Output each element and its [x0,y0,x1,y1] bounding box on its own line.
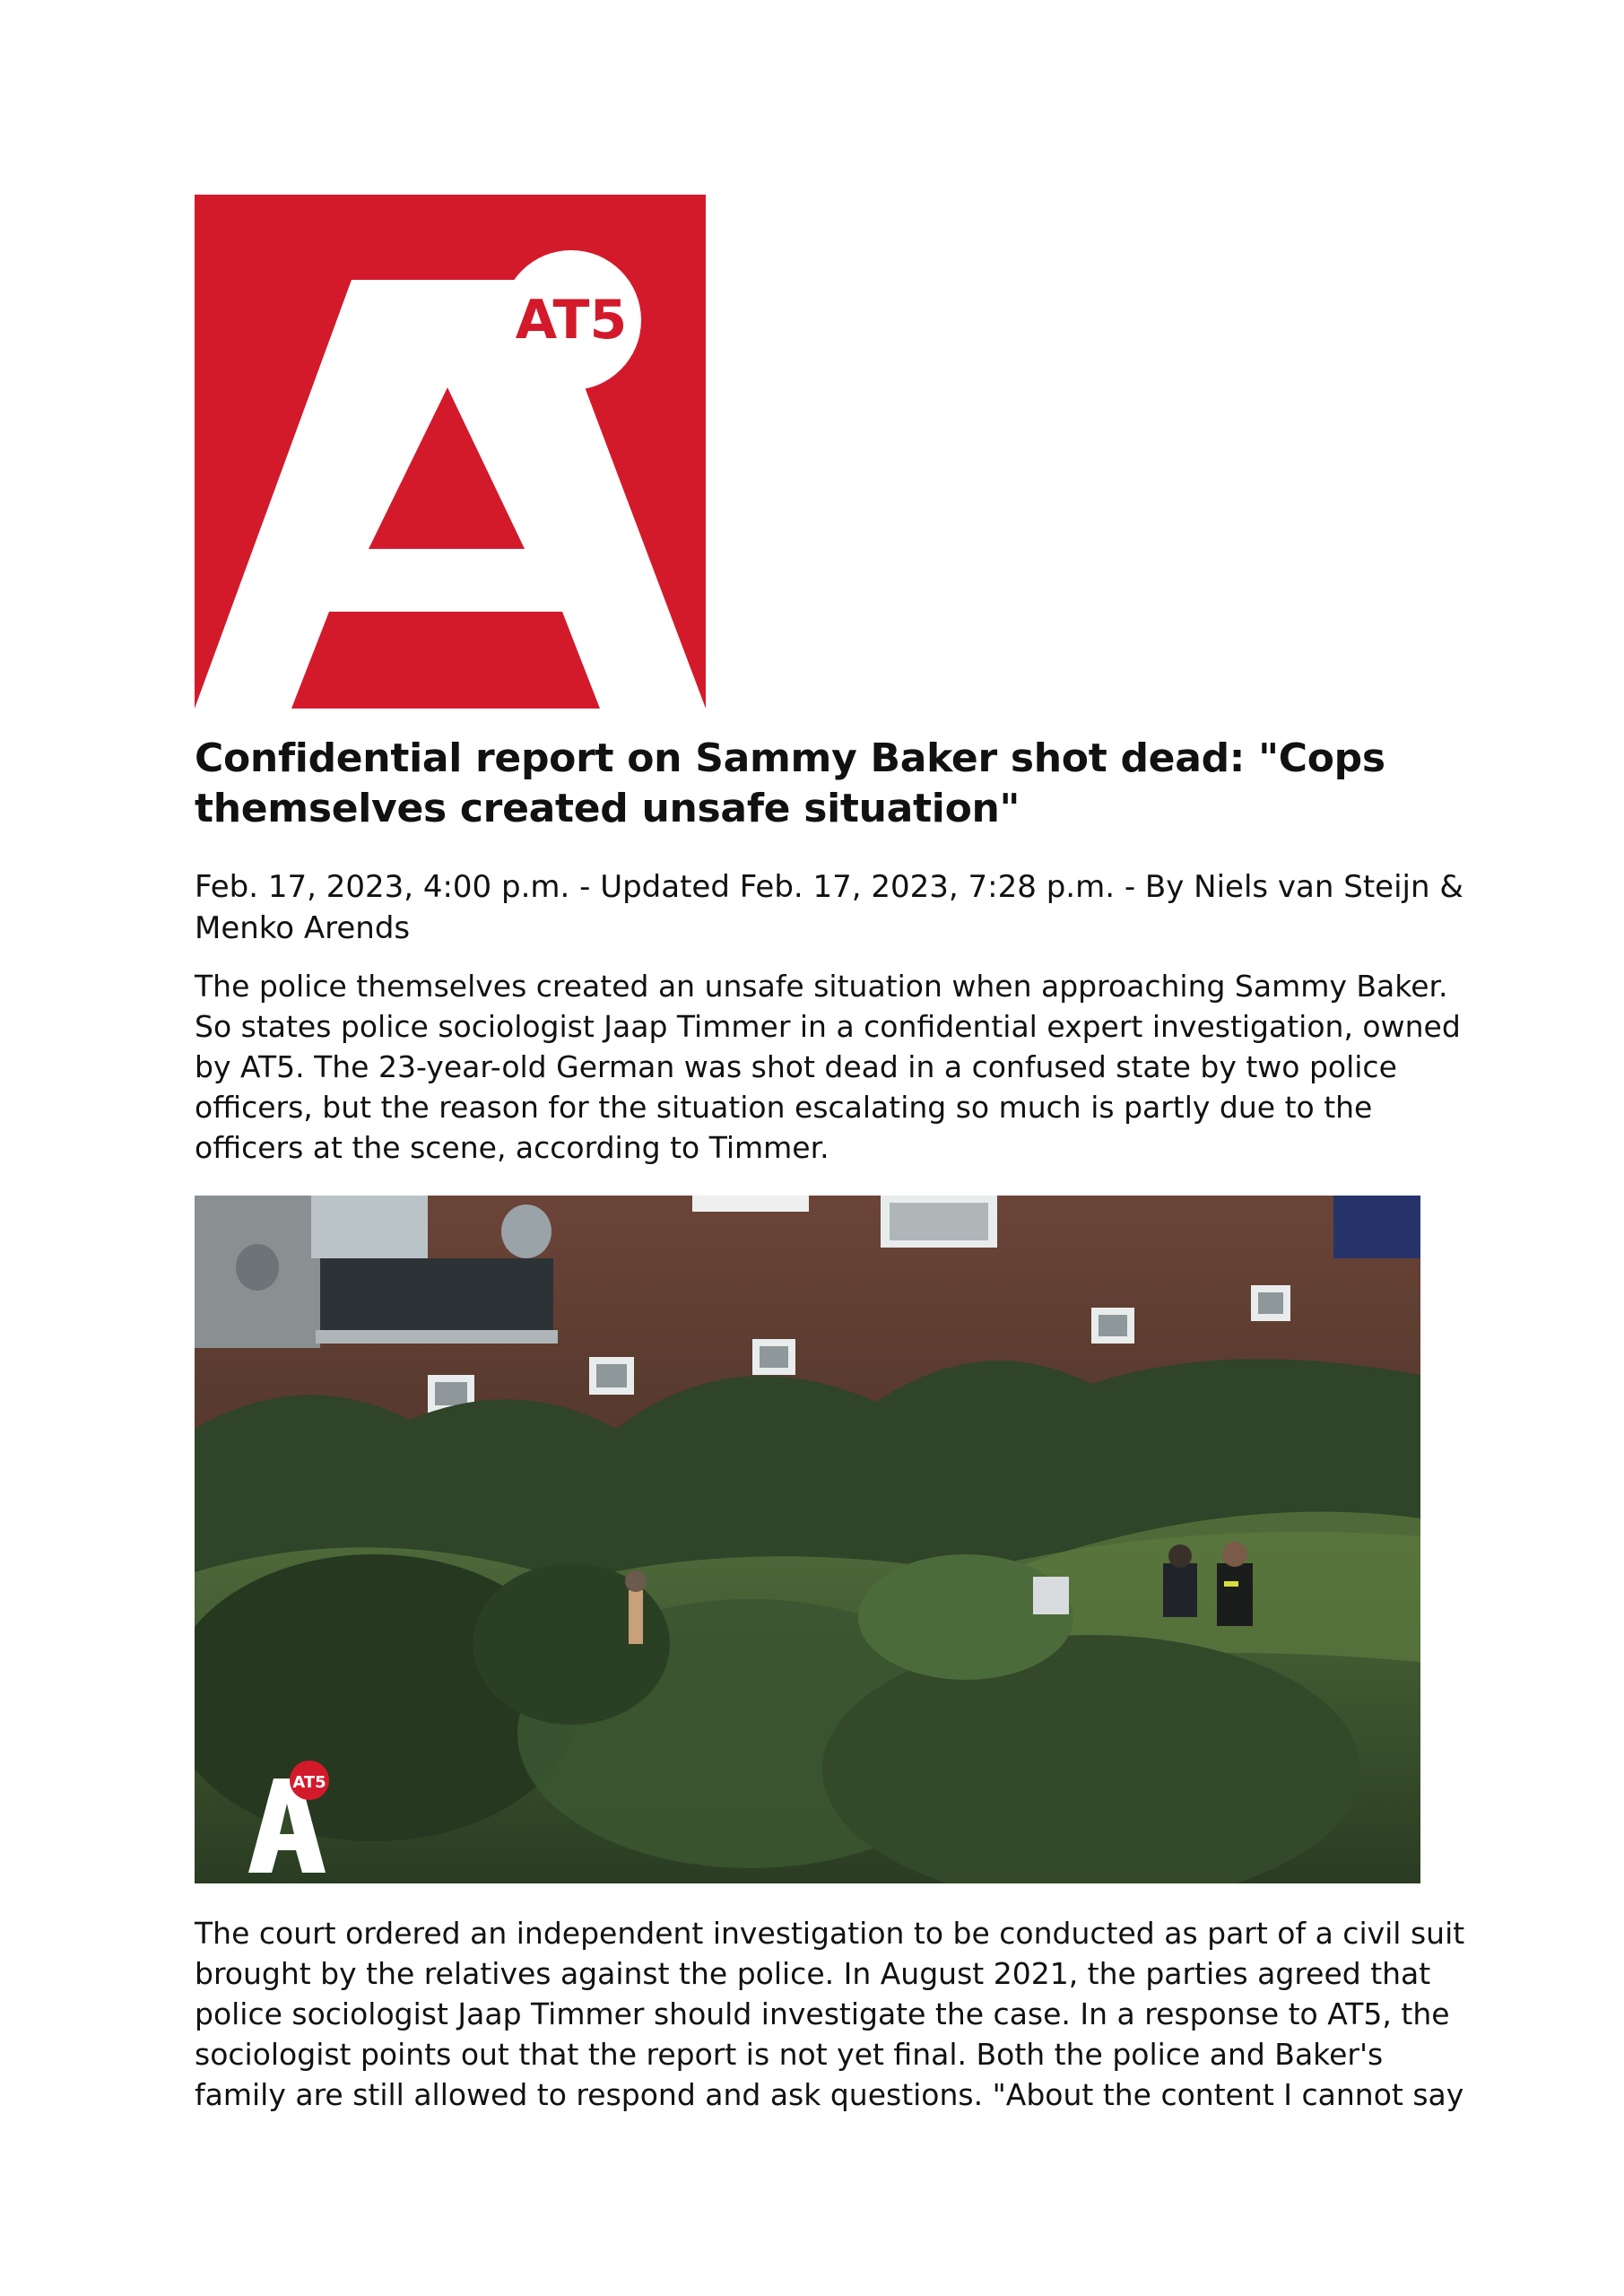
watermark-brand-text: AT5 [292,1773,326,1792]
article-paragraph-2: The court ordered an independent investigation to be conducted as part of a civil suit brought by the relatives against the police. In August 2021, the parties agreed that police sociologist Jaap Timmer should investigate the case. In a response to AT5, the sociologist points out that the report is not yet final. Both the police and Baker's family are still allowed to respond and ask questions. "About the content I cannot say [195,1916,1465,2112]
article-photo [195,1196,1420,1883]
article-headline: Confidential report on Sammy Baker shot dead: "Cops themselves created unsafe situation" [195,735,1385,831]
at5-logo [195,195,706,709]
article-meta: Feb. 17, 2023, 4:00 p.m. - Updated Feb. 17, 2023, 7:28 p.m. - By Niels van Steijn & Menko Arends [195,869,1463,946]
at5-logo-graphic [195,195,706,709]
scene-illustration [195,1196,1420,1883]
article-lede: The police themselves created an unsafe situation when approaching Sammy Baker. So states police sociologist Jaap Timmer in a confidential expert investigation, owned by AT5. The 23-year-old German was shot dead in a confused state by two police officers, but the reason for the situation escalating so much is partly due to the officers at the scene, according to Timmer. [195,969,1461,1165]
logo-brand-text: AT5 [515,289,628,352]
